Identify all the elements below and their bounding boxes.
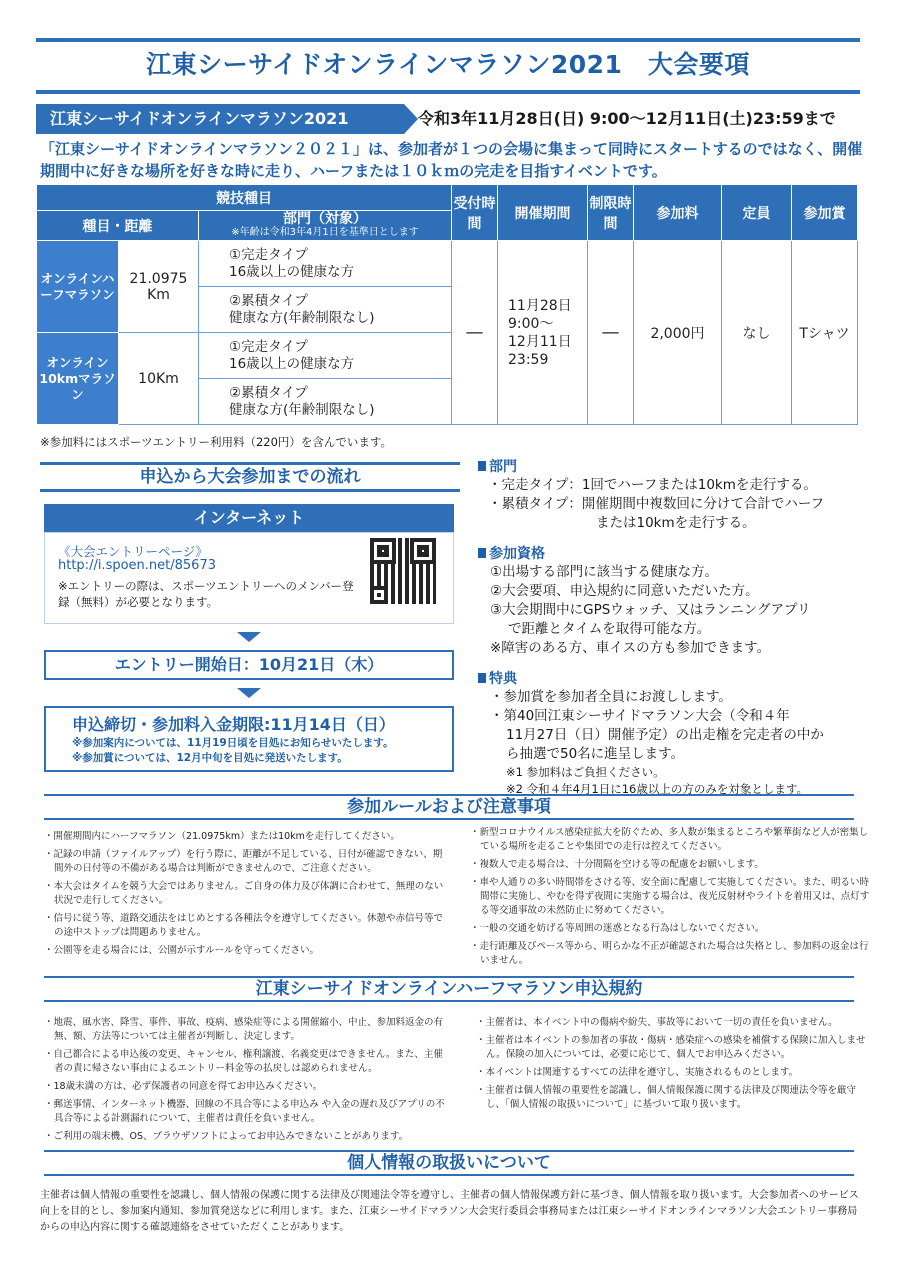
qr-code-icon[interactable] xyxy=(370,538,436,604)
event-date: 令和3年11月28日(日) 9:00〜12月11日(土)23:59まで xyxy=(418,109,836,128)
internet-label: インターネット xyxy=(44,504,454,532)
division-half-2: ②累積タイプ 健康な方(年齢制限なし) xyxy=(199,287,452,333)
rules-heading: 参加ルールおよび注意事項 xyxy=(44,794,854,820)
division-item-1: ・完走タイプ：1回でハーフまたは10kmを走行する。 xyxy=(488,477,817,493)
category-10k: オンライン10kmマラソン xyxy=(37,333,119,425)
eligibility-item-1: ①出場する部門に該当する健康な方。 xyxy=(490,564,719,580)
th-division-note: ※年齢は令和3年4月1日を基準日とします xyxy=(231,226,419,238)
list-item: ・ 主催者は、本イベント中の傷病や紛失、事故等において一切の責任を負いません。 xyxy=(476,1016,871,1030)
deadline-note-1: ※参加案内については、11月19日頃を目処にお知らせいたします。 xyxy=(72,737,394,749)
list-item: ・ 地震、風水害、降雪、事件、事故、疫病、感染症等による開催縮小、中止、参加料返金の有無、額、方法等については主催者が判断し、決定します。 xyxy=(44,1016,449,1044)
division-half-1: ①完走タイプ 16歳以上の健康な方 xyxy=(199,241,452,287)
benefits-heading: 特典 xyxy=(478,668,868,688)
list-item: ・ ご利用の端末機、OS、ブラウザソフトによってお申込みできないことがあります。 xyxy=(44,1130,449,1144)
distance-10k: 10Km xyxy=(119,333,199,425)
list-item: ・ 郵送事情、インターネット機器、回線の不具合等による申込み や入金の遅れ及びアプリの不具合等による計測漏れについて、主催者は責任を負いません。 xyxy=(44,1098,449,1126)
division-10k-2: ②累積タイプ 健康な方(年齢制限なし) xyxy=(199,379,452,425)
page-title: 江東シーサイドオンラインマラソン2021 大会要項 xyxy=(146,50,750,79)
eligibility-heading: 参加資格 xyxy=(478,543,868,563)
list-item: ・ 主催者は本イベントの参加者の事故・傷病・感染症への感染を補償する保険に加入しません。保険の加入については、必要に応じて、個人でお申込みください。 xyxy=(476,1034,871,1062)
list-item: ・ 新型コロナウイルス感染症拡大を防ぐため、多人数が集まるところや繁華街など人が密集している場所を走ることや集団での走行は控えてください。 xyxy=(470,826,870,854)
info-column xyxy=(478,456,868,798)
list-item: ・ 複数人で走る場合は、十分間隔を空ける等の配慮をお願いします。 xyxy=(470,858,870,872)
list-item: ・ 本大会はタイムを競う大会ではありません。ご自身の体力及び体調に合わせて、無理のない状況で走行してください。 xyxy=(44,880,444,908)
list-item: ・ 信号に従う等、道路交通法をはじめとする各種法令を遵守してください。休憩や赤信号等での途中ストップは問題ありません。 xyxy=(44,912,444,940)
th-reception: 受付時間 xyxy=(452,185,498,241)
arrow-down-icon xyxy=(237,688,261,698)
deadline-text: 申込締切・参加料入金期限:11月14日（日） xyxy=(72,715,395,734)
terms-list-left xyxy=(44,1016,449,1148)
event-table xyxy=(36,184,858,425)
division-item-2b: または10kmを走行する。 xyxy=(596,515,756,531)
th-capacity: 定員 xyxy=(722,185,792,241)
title-bar xyxy=(36,38,860,94)
rules-list-left xyxy=(44,830,444,962)
division-heading: 部門 xyxy=(478,456,868,476)
list-item: ・ 走行距離及びペース等から、明らかな不正が確認された場合は失格とし、参加料の返金は行いません。 xyxy=(470,940,870,968)
eligibility-item-3b: で距離とタイムを取得可能な方。 xyxy=(508,621,711,637)
event-tag: 江東シーサイドオンラインマラソン2021 xyxy=(36,104,404,134)
eligibility-note: ※障害のある方、車イスの方も参加できます。 xyxy=(490,640,771,656)
list-item: ・ 自己都合による申込後の変更、キャンセル、権利譲渡、名義変更はできません。また、主催者の責に帰さない事由によるエントリー料金等の払戻しは認められません。 xyxy=(44,1048,449,1076)
benefits-item-2c: ら抽選で50名に進呈します。 xyxy=(506,746,685,762)
benefits-item-2: ・第40回江東シーサイドマラソン大会（令和４年 xyxy=(490,708,790,724)
period-value: 11月28日 9:00〜 12月11日 23:59 xyxy=(498,241,588,425)
th-prize: 参加賞 xyxy=(792,185,858,241)
deadline-note-2: ※参加賞については、12月中旬を目処に発送いたします。 xyxy=(72,752,348,764)
list-item: ・ 車や人通りの多い時間帯をさける等、安全面に配慮して実施してください。また、明るい時間帯に実施し、やむを得ず夜間に実施する場合は、夜光反射材やライトを着用又は、点灯する等交通事故の未然防止に努めてください。 xyxy=(470,876,870,918)
th-type-distance: 種目・距離 xyxy=(37,211,199,241)
category-half: オンラインハーフマラソン xyxy=(37,241,119,333)
deadline-box xyxy=(44,706,454,772)
th-fee: 参加料 xyxy=(634,185,722,241)
list-item: ・ 公園等を走る場合には、公園が示すルールを守ってください。 xyxy=(44,944,444,958)
entry-url-link[interactable]: http://i.spoen.net/85673 xyxy=(58,558,216,573)
privacy-text: 主催者は個人情報の重要性を認識し、個人情報の保護に関する法律及び関連法令等を遵守し、主催者の個人情報保護方針に基づき、個人情報を取り扱います。大会参加者へのサービス向上を目的とし、参加案内通知、参加賞発送などに利用します。また、江東シーサイドマラソン大会実行委員会事務局または江東シーサイドオンラインマラソン大会エントリー事務局からの申込内容に関する確認連絡をさせていただくことがあります。 xyxy=(40,1190,859,1233)
fee-value: 2,000円 xyxy=(634,241,722,425)
entry-start-date: エントリー開始日：10月21日（木） xyxy=(44,650,454,680)
list-item: ・ 本イベントは関連するすべての法律を遵守し、実施されるものとします。 xyxy=(476,1066,871,1080)
division-10k-1: ①完走タイプ 16歳以上の健康な方 xyxy=(199,333,452,379)
eligibility-item-2: ②大会要項、申込規約に同意いただいた方。 xyxy=(490,583,759,599)
entry-note: ※エントリーの際は、スポーツエントリーへのメンバー登録（無料）が必要となります。 xyxy=(58,579,354,609)
list-item: ・ 開催期間内にハーフマラソン（21.0975km）または10kmを走行してください。 xyxy=(44,830,444,844)
th-time-limit: 制限時間 xyxy=(588,185,634,241)
time-limit-value: — xyxy=(588,241,634,425)
intro-text: 「江東シーサイドオンラインマラソン２０２１」は、参加者が１つの会場に集まって同時にスタートするのではなく、開催期間中に好きな場所を好きな時に走り、ハーフまたは１０ｋｍの完走を目指すイベントです。 xyxy=(40,140,863,180)
list-item: ・ 一般の交通を妨げる等周囲の迷惑となる行為はしないでください。 xyxy=(470,922,870,936)
eligibility-item-3: ③大会期間中にGPSウォッチ、又はランニングアプリ xyxy=(490,602,811,618)
list-item: ・ 主催者は個人情報の重要性を認識し、個人情報保護に関する法律及び関連法令等を厳守し、「個人情報の取扱いについて」に基づいて取り扱います。 xyxy=(476,1084,871,1112)
benefits-item-2b: 11月27日（日）開催予定）の出走権を完走者の中か xyxy=(506,727,824,743)
arrow-down-icon xyxy=(237,632,261,642)
list-item: ・ 記録の申請（ファイルアップ）を行う際に、距離が不足している、日付が確認できない、期間外の日付等の不備がある場合は判断ができませんので、ご注意ください。 xyxy=(44,848,444,876)
list-item: ・ 18歳未満の方は、必ず保護者の同意を得てお申込みください。 xyxy=(44,1080,449,1094)
reception-value: — xyxy=(452,241,498,425)
flow-heading: 申込から大会参加までの流れ xyxy=(40,462,460,492)
prize-value: Tシャツ xyxy=(792,241,858,425)
rules-list-right xyxy=(470,826,870,972)
th-division: 部門（対象） xyxy=(283,210,367,227)
terms-list-right xyxy=(476,1016,871,1116)
fee-note: ※参加料にはスポーツエントリー利用料（220円）を含んでいます。 xyxy=(40,435,392,449)
benefits-note-1: ※1 参加料はご負担ください。 xyxy=(506,765,665,779)
entry-page-label: 《大会エントリーページ》 xyxy=(58,544,208,559)
capacity-value: なし xyxy=(722,241,792,425)
distance-half: 21.0975 Km xyxy=(119,241,199,333)
benefits-note-2: ※2 令和４年4月1日に16歳以上の方のみを対象とします。 xyxy=(506,782,808,796)
th-event: 競技種目 xyxy=(37,185,452,211)
terms-heading: 江東シーサイドオンラインハーフマラソン申込規約 xyxy=(44,976,854,1002)
th-period: 開催期間 xyxy=(498,185,588,241)
benefits-item-1: ・参加賞を参加者全員にお渡しします。 xyxy=(490,689,732,705)
privacy-heading: 個人情報の取扱いについて xyxy=(44,1150,854,1176)
division-item-2: ・累積タイプ：開催期間中複数回に分けて合計でハーフ xyxy=(488,496,825,512)
